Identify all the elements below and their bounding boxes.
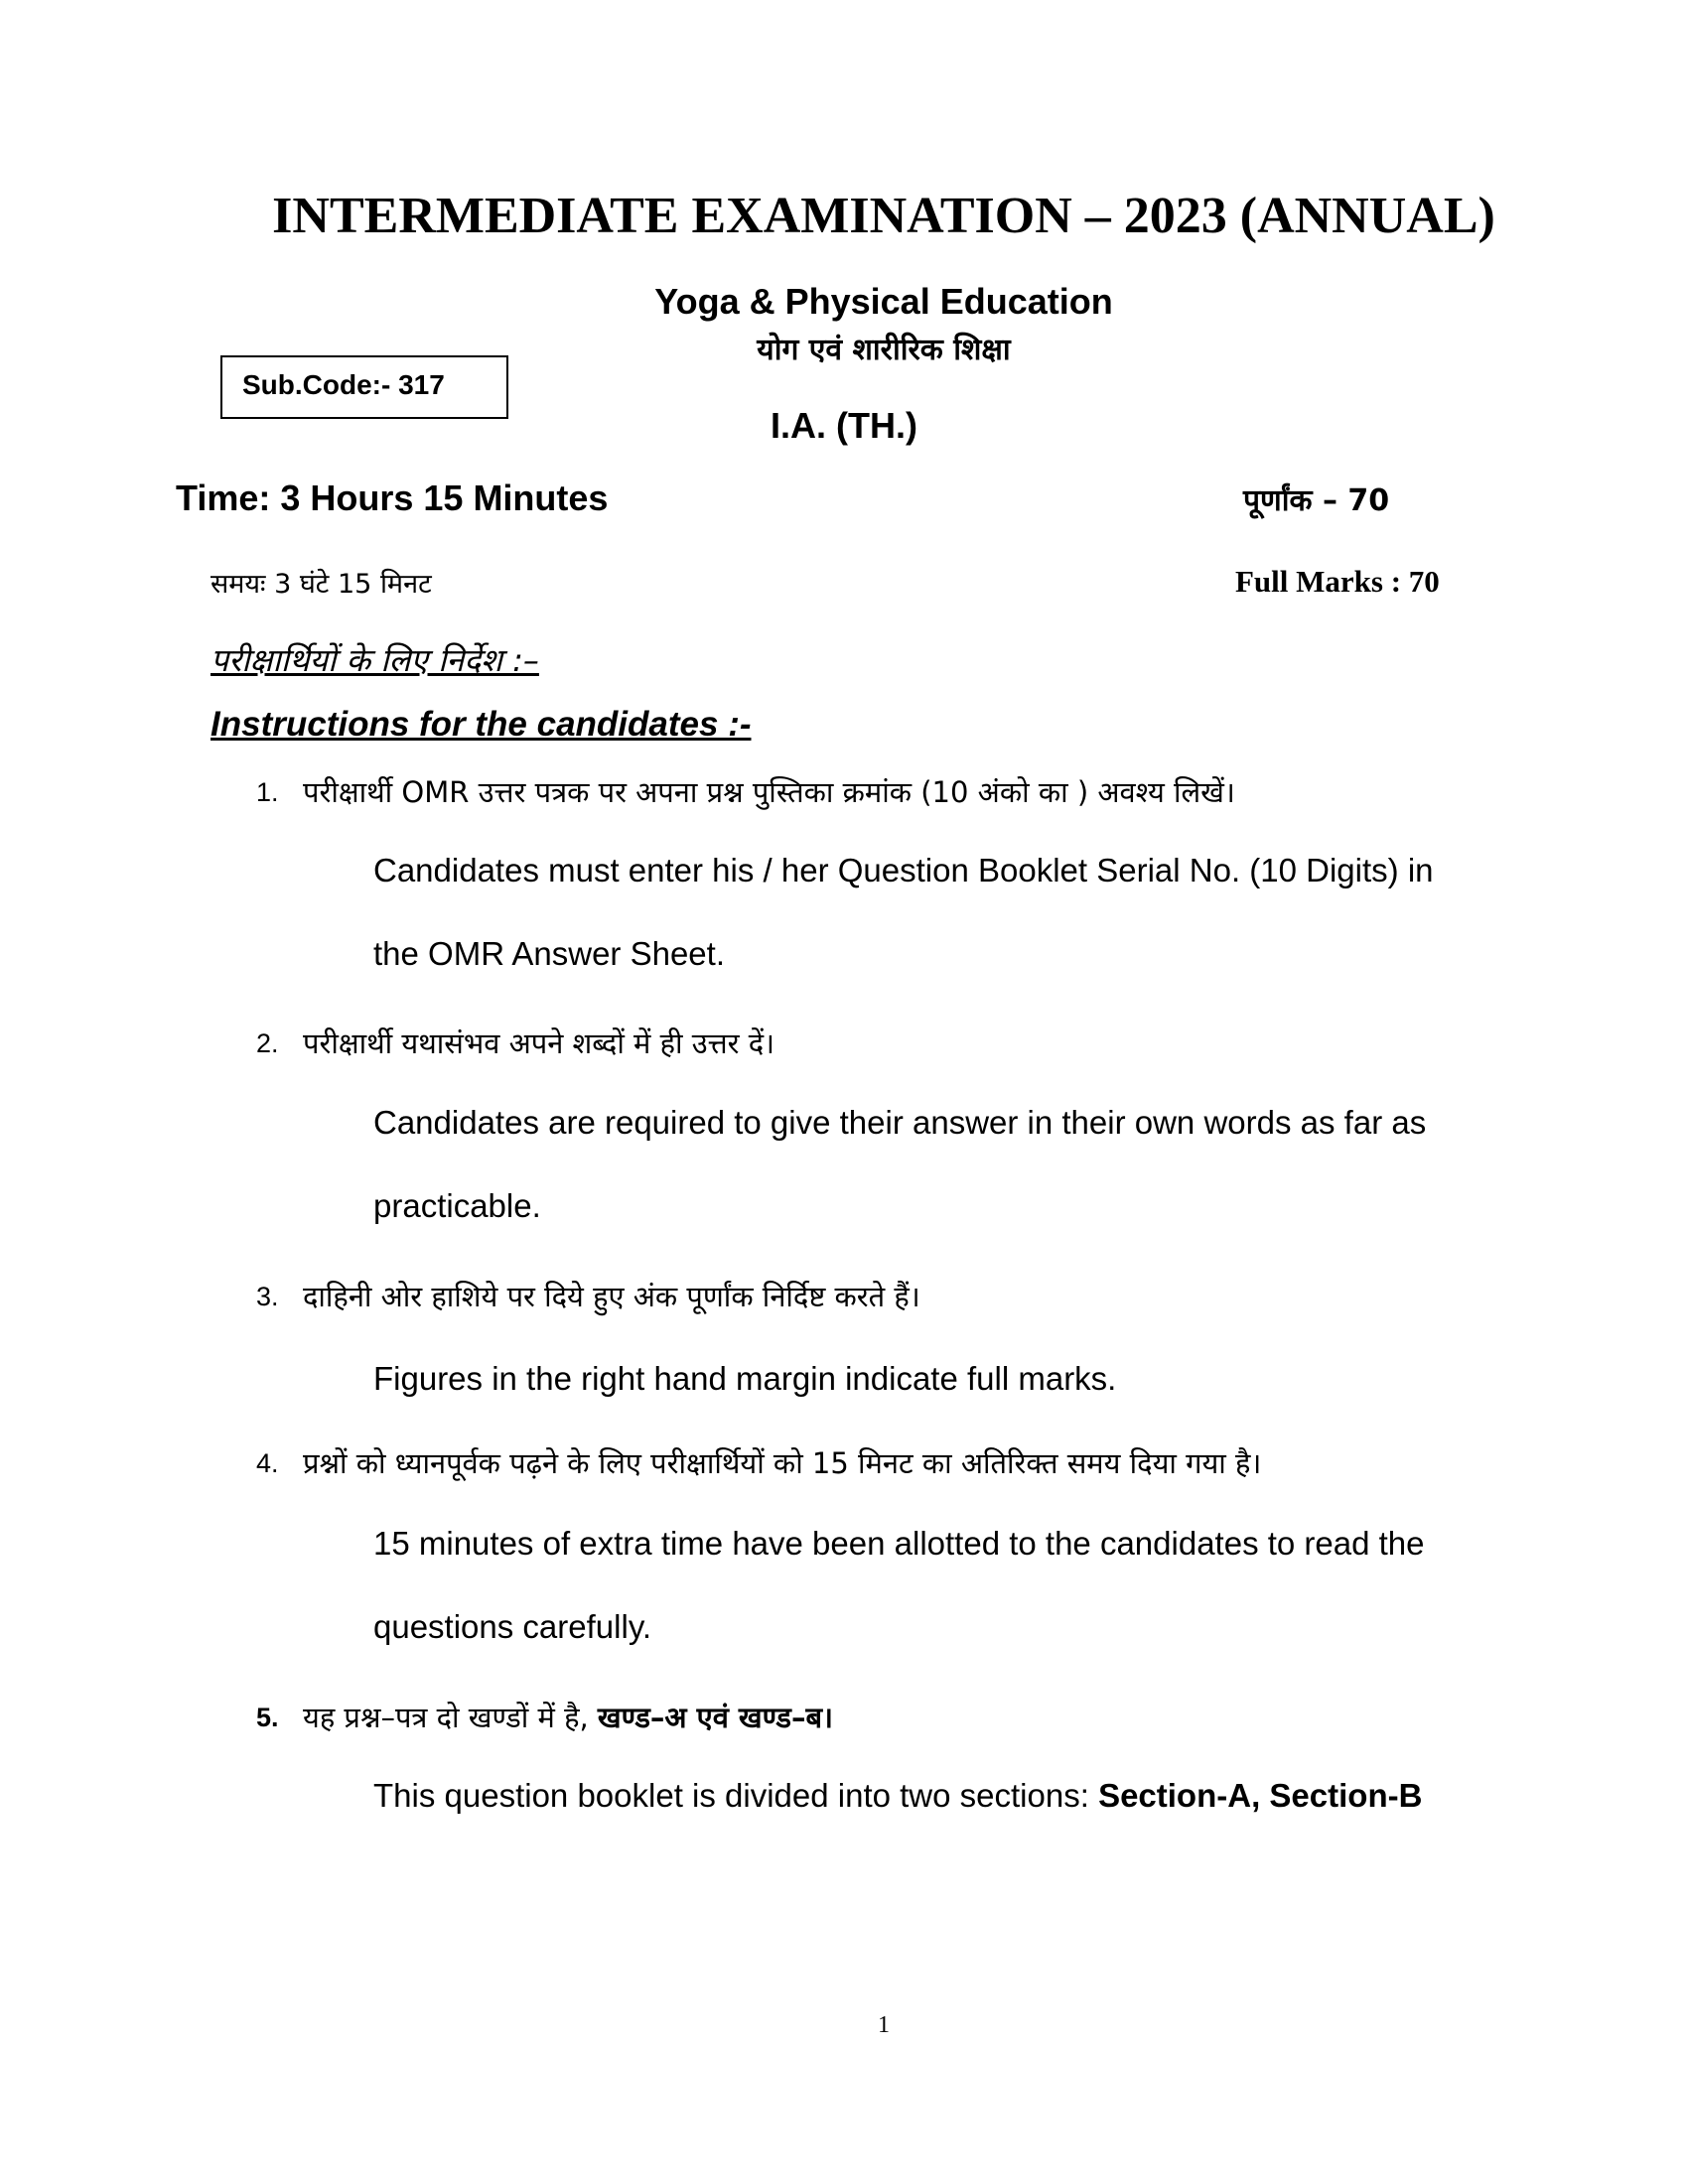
instruction-english-line: Candidates are required to give their answer in their own words as far as (373, 1104, 1427, 1141)
full-marks-english: Full Marks : 70 (1235, 564, 1440, 599)
instruction-english-line (373, 1777, 1422, 1815)
instruction-number: 4. (256, 1448, 279, 1478)
instruction-hindi: दाहिनी ओर हाशिये पर दिये हुए अंक पूर्णांक निर्दिष्ट करते हैं। (303, 1280, 920, 1313)
instruction-hindi (303, 1698, 833, 1736)
subject-code-box: Sub.Code:- 317 (220, 355, 508, 419)
instruction-hindi: प्रश्नों को ध्यानपूर्वक पढ़ने के लिए परीक्षार्थियों को 15 मिनट का अतिरिक्त समय दिया गया है। (303, 1446, 1262, 1480)
subject-name-hindi: योग एवं शारीरिक शिक्षा (757, 333, 1011, 367)
instruction-hindi: परीक्षार्थी यथासंभव अपने शब्दों में ही उत्तर दें। (303, 1026, 775, 1060)
page-number: 1 (878, 2012, 890, 2038)
instruction-english-line: practicable. (373, 1187, 541, 1224)
full-marks-hindi: पूर्णांक – 70 (1243, 483, 1390, 518)
instruction-english-text: This question booklet is divided into two sections: (373, 1777, 1099, 1814)
instruction-english-line: questions carefully. (373, 1608, 652, 1645)
instruction-english-line: Figures in the right hand margin indicate full marks. (373, 1360, 1117, 1397)
sections-hindi: खण्ड–अ एवं खण्ड–ब। (597, 1701, 833, 1734)
instruction-number: 3. (256, 1282, 279, 1311)
instruction-number: 1. (256, 777, 279, 807)
sections-english: Section-A, Section-B (1098, 1777, 1423, 1814)
exam-title: INTERMEDIATE EXAMINATION – 2023 (ANNUAL) (272, 188, 1495, 244)
instruction-english-line: the OMR Answer Sheet. (373, 935, 725, 972)
instruction-hindi: परीक्षार्थी OMR उत्तर पत्रक पर अपना प्रश्न पुस्तिका क्रमांक (10 अंको का ) अवश्य लिखें। (303, 775, 1235, 809)
instruction-english-line: Candidates must enter his / her Question Booklet Serial No. (10 Digits) in (373, 852, 1434, 888)
instruction-english-line: 15 minutes of extra time have been allotted to the candidates to read the (373, 1525, 1425, 1562)
instruction-number: 5. (256, 1703, 279, 1732)
subject-name-english: Yoga & Physical Education (654, 281, 1113, 322)
instructions-heading-hindi: परीक्षार्थियों के लिए निर्देश :– (211, 641, 539, 679)
instructions-heading-english: Instructions for the candidates :- (211, 705, 752, 744)
instruction-hindi-text: यह प्रश्न–पत्र दो खण्डों में है, (303, 1701, 598, 1734)
instruction-number: 2. (256, 1028, 279, 1058)
paper-type: I.A. (TH.) (771, 405, 917, 446)
time-english: Time: 3 Hours 15 Minutes (176, 478, 609, 518)
time-hindi: समयः 3 घंटे 15 मिनट (211, 569, 432, 600)
